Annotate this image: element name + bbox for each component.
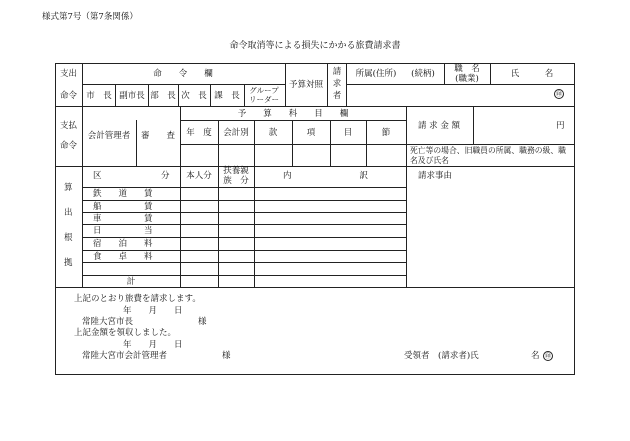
label-seikyu-jiyu: 請求事由 — [418, 171, 453, 181]
label-setsu: 節 — [381, 128, 391, 138]
label-kaikei-kanrisha: 会計管理者 — [87, 131, 131, 141]
label-meirei: 命令 — [60, 91, 78, 101]
row-label: 食 卓 料 — [93, 252, 153, 262]
label-shinsa: 審 査 — [140, 131, 176, 141]
divider — [180, 144, 406, 145]
divider — [346, 84, 575, 85]
row-label: 車 賃 — [93, 214, 153, 224]
label-bucho: 部 長 — [150, 91, 176, 101]
divider — [254, 120, 255, 166]
divider — [115, 84, 116, 106]
label-kubun: 区 分 — [93, 171, 170, 181]
footer-line2: 上記金額を領収しました。 — [74, 328, 177, 338]
label-seikyu-kingaku: 請 求 金 額 — [417, 121, 461, 131]
label-meirei-ran: 命 令 欄 — [153, 69, 213, 79]
label-shicho: 市 長 — [86, 91, 112, 101]
seikyusha-char: 請 — [332, 67, 342, 77]
label-group: グループ — [249, 86, 279, 95]
label-honnin: 本人分 — [186, 171, 212, 181]
label-shokumei-sub: (職業) — [455, 74, 479, 84]
divider — [55, 287, 575, 288]
label-shiharai-meirei: 命令 — [60, 141, 78, 151]
divider — [82, 187, 406, 188]
seikyusha-char: 者 — [332, 91, 342, 101]
divider — [55, 166, 575, 167]
divider — [82, 84, 285, 85]
label-fuyo-2: 族 分 — [223, 176, 249, 186]
divider — [490, 63, 491, 84]
divider — [82, 200, 406, 201]
label-shishutsu: 支出 — [60, 69, 78, 79]
label-shokumei: 職 名 — [454, 64, 480, 74]
divider — [218, 120, 219, 166]
note-shibo-1: 死亡等の場合、旧職員の所属、職務の級、職 — [410, 146, 566, 155]
label-yosan-kamoku: 予 算 科 目 欄 — [237, 109, 349, 119]
divider — [218, 166, 219, 287]
footer-addressee2: 常陸大宮市会計管理者 — [82, 351, 168, 361]
row-label: 船 賃 — [93, 202, 153, 212]
label-shiharai: 支払 — [60, 121, 78, 131]
form-title: 命令取消等による損失にかかる旅費請求書 — [229, 41, 401, 51]
divider — [55, 106, 575, 107]
divider — [82, 275, 406, 276]
label-santei-san: 算 — [64, 183, 73, 193]
divider — [82, 166, 83, 287]
divider — [82, 106, 83, 166]
row-label: 宿 泊 料 — [93, 239, 153, 249]
divider — [136, 120, 137, 166]
label-santei-kyo: 拠 — [64, 258, 73, 268]
label-leader: リーダー — [249, 95, 279, 104]
label-ko: 項 — [306, 128, 316, 138]
divider — [254, 166, 255, 287]
seal-mark-icon: ㊞ — [544, 353, 551, 360]
divider — [180, 166, 181, 287]
divider — [366, 120, 367, 166]
divider — [406, 144, 575, 145]
divider — [327, 63, 328, 106]
divider — [444, 63, 445, 84]
divider — [148, 84, 149, 106]
label-fuyo-1: 扶養親 — [223, 166, 249, 176]
label-en: 円 — [556, 121, 565, 131]
divider — [82, 262, 406, 263]
divider — [406, 166, 407, 287]
label-shimei: 氏 名 — [510, 69, 554, 79]
label-uchiwake: 内 訳 — [283, 171, 369, 181]
divider — [178, 84, 179, 106]
label-nendo: 年 度 — [186, 128, 212, 138]
seal-mark-icon: ㊞ — [555, 91, 562, 98]
divider — [406, 106, 407, 166]
note-shibo-2: 名及び氏名 — [410, 156, 449, 165]
label-fukushicho: 副市長 — [119, 91, 145, 101]
divider — [292, 120, 293, 166]
label-zokugara: (続柄) — [411, 69, 435, 79]
divider — [473, 106, 474, 144]
divider — [244, 84, 245, 106]
row-label: 鉄 道 賃 — [93, 189, 153, 199]
divider — [82, 224, 406, 225]
footer-mei: 名 — [531, 351, 540, 361]
label-seikyusha — [332, 66, 342, 102]
footer-addressee1: 常陸大宮市長 — [82, 317, 134, 327]
label-kacho: 課 長 — [214, 91, 240, 101]
divider — [82, 237, 406, 238]
divider — [330, 120, 331, 166]
row-label: 日 当 — [93, 226, 153, 236]
label-moku: 目 — [343, 128, 353, 138]
footer-line1: 上記のとおり旅費を請求します。 — [74, 294, 201, 304]
seikyusha-char: 求 — [332, 79, 342, 89]
footer-sama1: 様 — [198, 317, 207, 327]
divider — [82, 250, 406, 251]
footer-sama2: 様 — [222, 351, 231, 361]
footer-date2: 年 月 日 — [123, 340, 183, 350]
label-jicho: 次 長 — [181, 91, 207, 101]
divider — [180, 120, 406, 121]
label-shozoku: 所属(住所) — [355, 69, 397, 79]
label-kaikeibetsu: 会計別 — [223, 128, 249, 138]
footer-juryosha: 受領者 (請求者)氏 — [404, 351, 479, 361]
divider — [180, 106, 181, 166]
divider — [210, 84, 211, 106]
divider — [82, 212, 406, 213]
footer-date1: 年 月 日 — [123, 306, 183, 316]
form-number: 様式第7号（第7条関係） — [42, 12, 138, 22]
label-kan: 款 — [268, 128, 278, 138]
row-total-label: 計 — [126, 277, 136, 287]
label-santei-shutsu: 出 — [64, 208, 73, 218]
label-yosan-taisho: 予算対照 — [288, 80, 324, 90]
divider — [285, 63, 286, 106]
label-santei-kon: 根 — [64, 233, 73, 243]
